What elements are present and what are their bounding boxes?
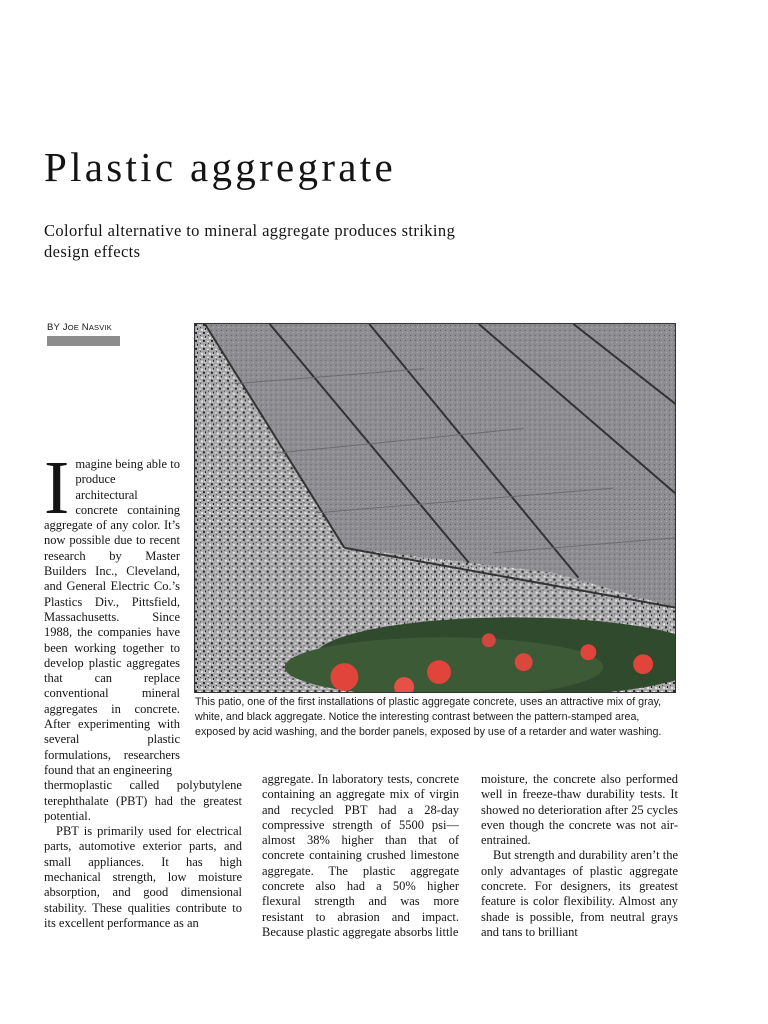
body-paragraph: moisture, the concrete also performed well in freeze-thaw durability tests. It showed no deterioration after 25 cycles even though the concrete was not air-entrained. (481, 772, 678, 848)
byline (47, 322, 112, 333)
byline-rule (47, 336, 120, 346)
byline-by: BY (47, 322, 60, 333)
byline-first-initial: J (62, 322, 68, 333)
body-column-3 (481, 772, 678, 940)
body-paragraph: But strength and durability aren’t the only advantages of plastic aggregate concrete. For designers, its greatest feature is color flexibility. Almost any shade is possible, from neutral grays and tans to brilliant (481, 848, 678, 939)
body-paragraph (44, 446, 242, 824)
body-paragraph-wide: thermoplastic called polybutylene terephthalate (PBT) had the greatest potential. (44, 778, 242, 823)
body-paragraph: aggregate. In laboratory tests, concrete containing an aggregate mix of virgin and recycled PBT had a 28-day compressive strength of 5500 psi—almost 38% higher than that of concrete containing crushed limestone aggregate. The plastic aggregate concrete also had a 50% higher flexural strength and was more resistant to abrasion and impact. Because plastic aggregate absorbs little (262, 772, 459, 939)
drop-cap: I (44, 446, 70, 530)
byline-last-rest: ASVIK (88, 323, 112, 332)
article-title: Plastic aggregrate (44, 144, 396, 190)
body-column-2 (262, 772, 459, 940)
body-paragraph: PBT is primarily used for electrical parts, automotive exterior parts, and small appliances. It has high mechanical strength, low moisture absorption, and good dimensional stability. These qualities contribute to its excellent performance as an (44, 824, 242, 930)
patio-photo (194, 323, 676, 693)
byline-first-rest: OE (67, 323, 79, 332)
body-column-1-intro-wrap (44, 446, 180, 778)
byline-last-initial: N (81, 322, 89, 333)
body-paragraph-narrow: magine being able to produce architectural concrete containing aggregate of any color. It’s now possible due to recent research by Master Builders Inc., Cleveland, and General Electric Co.’s Plastics Div., Pittsfield, Massachusetts. Since 1988, the companies have been working together to develop plastic aggregates that can replace conventional mineral aggregates in concrete. After experimenting with several plastic formulations, researchers found that an engineering (44, 457, 180, 777)
photo-caption: This patio, one of the first installations of plastic aggregate concrete, uses an attractive mix of gray, white, and black aggregate. Notice the interesting contrast between the pattern-stamped area, exposed by acid washing, and the border panels, exposed by use of a retarder and water washing. (195, 696, 662, 738)
patio-photo-image (195, 324, 675, 692)
article-subtitle: Colorful alternative to mineral aggregate produces striking design effects (44, 221, 456, 261)
body-column-1 (44, 446, 242, 931)
